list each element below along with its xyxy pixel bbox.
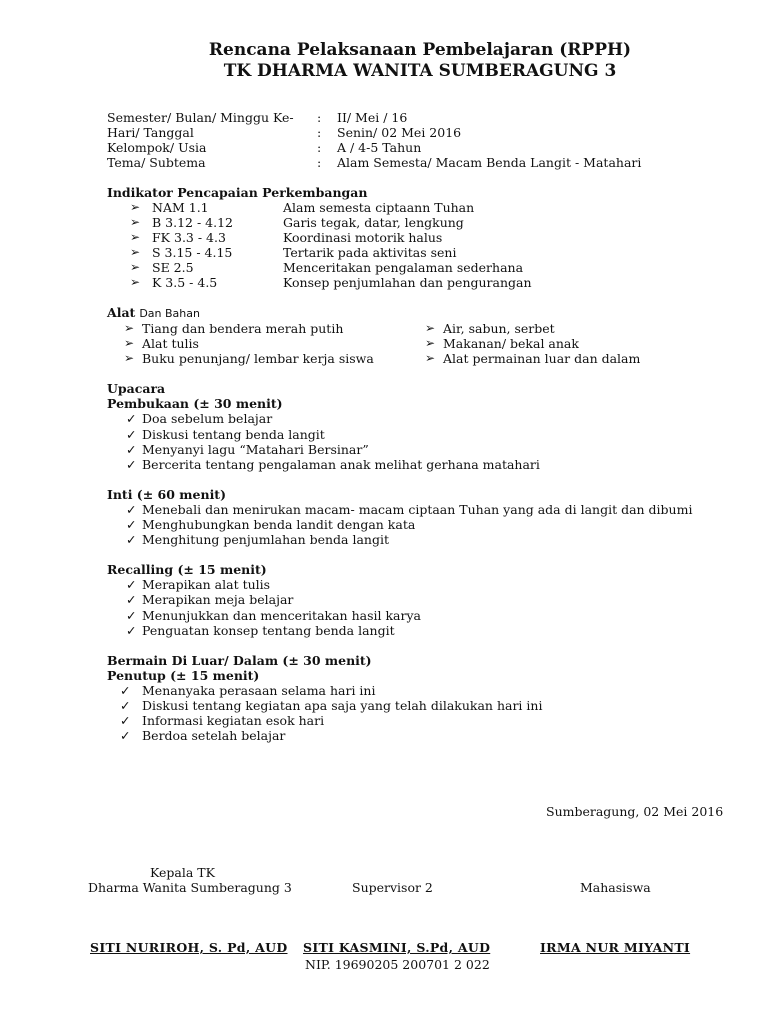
kepala-institution: Dharma Wanita Sumberagung 3 — [88, 880, 292, 895]
check-icon: ✓ — [120, 728, 131, 743]
check-icon: ✓ — [120, 683, 131, 698]
list-item: Menghubungkan benda landit dengan kata — [142, 517, 416, 532]
alat-item: Alat tulis — [142, 336, 199, 351]
check-icon: ✓ — [126, 517, 137, 532]
info-sep: : — [317, 125, 322, 140]
alat-item: Air, sabun, serbet — [443, 321, 555, 336]
place-date: Sumberagung, 02 Mei 2016 — [546, 804, 724, 819]
list-item: Menanyaka perasaan selama hari ini — [142, 683, 376, 698]
check-icon: ✓ — [126, 608, 137, 623]
info-label-semester: Semester/ Bulan/ Minggu Ke- — [107, 110, 294, 125]
arrow-bullet-icon: ➢ — [425, 321, 436, 335]
signatory-name-mahasiswa: IRMA NUR MIYANTI — [540, 940, 691, 955]
arrow-bullet-icon: ➢ — [130, 215, 141, 229]
alat-item: Buku penunjang/ lembar kerja siswa — [142, 351, 374, 366]
check-icon: ✓ — [126, 427, 137, 442]
check-icon: ✓ — [120, 698, 131, 713]
info-value-kelompok: A / 4-5 Tahun — [337, 140, 422, 155]
arrow-bullet-icon: ➢ — [425, 351, 436, 365]
indikator-desc: Garis tegak, datar, lengkung — [283, 215, 464, 230]
check-icon: ✓ — [126, 592, 137, 607]
list-item: Menyanyi lagu “Matahari Bersinar” — [142, 442, 369, 457]
indikator-code: FK 3.3 - 4.3 — [152, 230, 226, 245]
penutup-heading: Penutup (± 15 menit) — [107, 668, 260, 683]
kepala-title: Kepala TK — [150, 865, 215, 880]
nip: NIP. 19690205 200701 2 022 — [305, 957, 490, 972]
supervisor-title: Supervisor 2 — [352, 880, 433, 895]
arrow-bullet-icon: ➢ — [124, 351, 135, 365]
check-icon: ✓ — [126, 623, 137, 638]
alat-item: Alat permainan luar dan dalam — [443, 351, 641, 366]
info-sep: : — [317, 155, 322, 170]
info-sep: : — [317, 140, 322, 155]
check-icon: ✓ — [126, 502, 137, 517]
indikator-desc: Menceritakan pengalaman sederhana — [283, 260, 524, 275]
indikator-desc: Konsep penjumlahan dan pengurangan — [283, 275, 532, 290]
arrow-bullet-icon: ➢ — [425, 336, 436, 350]
list-item: Merapikan alat tulis — [142, 577, 271, 592]
alat-item: Tiang dan bendera merah putih — [142, 321, 344, 336]
list-item: Merapikan meja belajar — [142, 592, 294, 607]
alat-heading-rest: Dan Bahan — [139, 307, 200, 320]
list-item: Penguatan konsep tentang benda langit — [142, 623, 395, 638]
info-value-tema: Alam Semesta/ Macam Benda Langit - Matahari — [337, 155, 642, 170]
arrow-bullet-icon: ➢ — [130, 230, 141, 244]
indikator-desc: Koordinasi motorik halus — [283, 230, 443, 245]
indikator-code: SE 2.5 — [152, 260, 194, 275]
list-item: Menghitung penjumlahan benda langit — [142, 532, 390, 547]
arrow-bullet-icon: ➢ — [130, 200, 141, 214]
indikator-code: NAM 1.1 — [152, 200, 209, 215]
info-label-kelompok: Kelompok/ Usia — [107, 140, 207, 155]
arrow-bullet-icon: ➢ — [130, 275, 141, 289]
info-value-semester: II/ Mei / 16 — [337, 110, 408, 125]
info-sep: : — [317, 110, 322, 125]
alat-heading — [107, 305, 200, 320]
alat-item: Makanan/ bekal anak — [443, 336, 579, 351]
check-icon: ✓ — [126, 577, 137, 592]
indikator-code: B 3.12 - 4.12 — [152, 215, 233, 230]
indikator-code: S 3.15 - 4.15 — [152, 245, 233, 260]
check-icon: ✓ — [120, 713, 131, 728]
upacara-heading: Upacara — [107, 381, 166, 396]
indikator-desc: Tertarik pada aktivitas seni — [283, 245, 457, 260]
arrow-bullet-icon: ➢ — [124, 321, 135, 335]
check-icon: ✓ — [126, 457, 137, 472]
indikator-code: K 3.5 - 4.5 — [152, 275, 218, 290]
signatory-name-supervisor: SITI KASMINI, S.Pd, AUD — [303, 940, 491, 955]
bermain-heading: Bermain Di Luar/ Dalam (± 30 menit) — [107, 653, 372, 668]
list-item: Berdoa setelah belajar — [142, 728, 286, 743]
list-item: Menunjukkan dan menceritakan hasil karya — [142, 608, 421, 623]
info-label-tema: Tema/ Subtema — [107, 155, 206, 170]
indikator-heading: Indikator Pencapaian Perkembangan — [107, 185, 368, 200]
info-label-hari: Hari/ Tanggal — [107, 125, 194, 140]
check-icon: ✓ — [126, 442, 137, 457]
recalling-heading: Recalling (± 15 menit) — [107, 562, 267, 577]
signatory-name-kepala: SITI NURIROH, S. Pd, AUD — [90, 940, 288, 955]
indikator-desc: Alam semesta ciptaann Tuhan — [283, 200, 475, 215]
check-icon: ✓ — [126, 532, 137, 547]
alat-heading-main: Alat — [107, 305, 136, 320]
arrow-bullet-icon: ➢ — [130, 245, 141, 259]
arrow-bullet-icon: ➢ — [124, 336, 135, 350]
list-item: Menebali dan menirukan macam- macam ciptaan Tuhan yang ada di langit dan dibumi — [142, 502, 693, 517]
list-item: Bercerita tentang pengalaman anak melihat gerhana matahari — [142, 457, 540, 472]
list-item: Diskusi tentang benda langit — [142, 427, 325, 442]
info-value-hari: Senin/ 02 Mei 2016 — [337, 125, 462, 140]
doc-title-line2: TK DHARMA WANITA SUMBERAGUNG 3 — [223, 61, 617, 81]
list-item: Diskusi tentang kegiatan apa saja yang telah dilakukan hari ini — [142, 698, 543, 713]
list-item: Informasi kegiatan esok hari — [142, 713, 325, 728]
pembukaan-heading: Pembukaan (± 30 menit) — [107, 396, 283, 411]
inti-heading: Inti (± 60 menit) — [107, 487, 227, 502]
check-icon: ✓ — [126, 411, 137, 426]
mahasiswa-title: Mahasiswa — [580, 880, 651, 895]
doc-title-line1: Rencana Pelaksanaan Pembelajaran (RPPH) — [208, 40, 632, 60]
arrow-bullet-icon: ➢ — [130, 260, 141, 274]
list-item: Doa sebelum belajar — [142, 411, 273, 426]
